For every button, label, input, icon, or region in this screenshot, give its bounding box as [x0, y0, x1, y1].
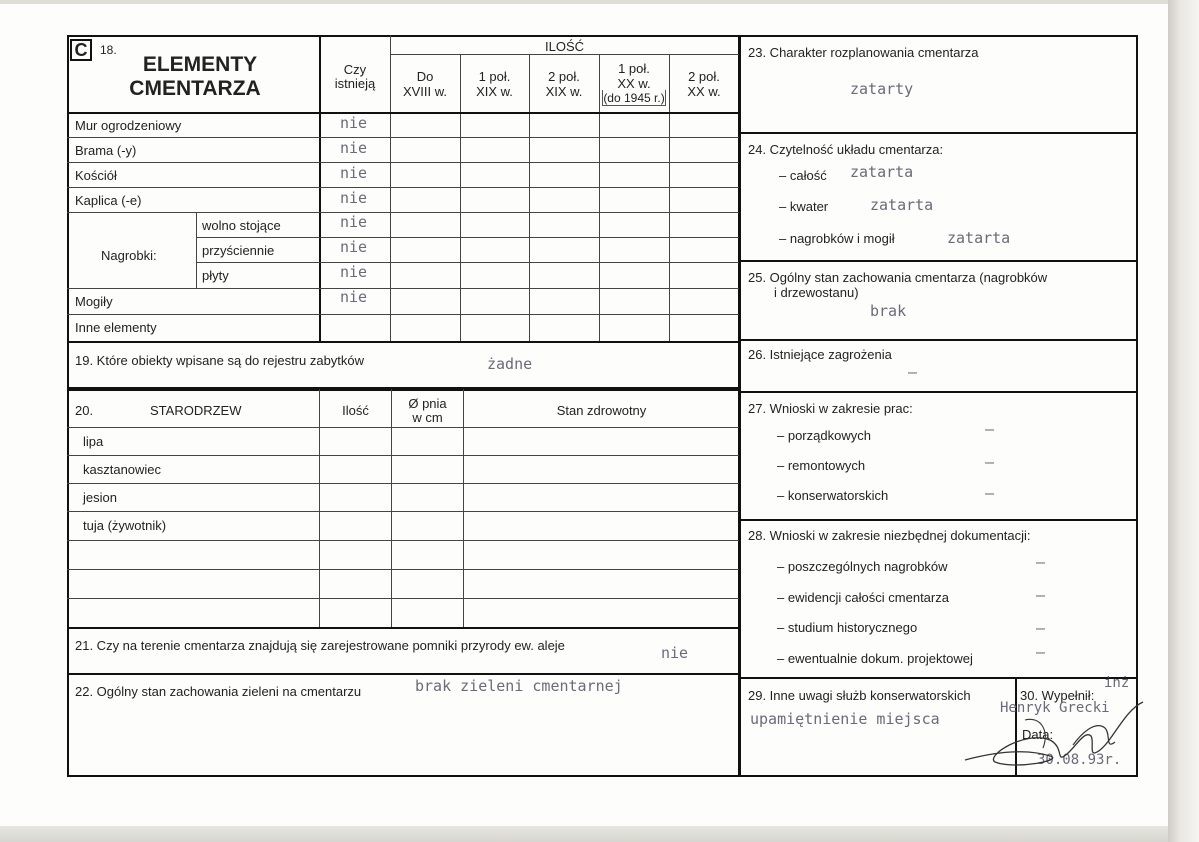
s26-label: 26. Istniejące zagrożenia [748, 347, 892, 362]
s20-hline-2 [67, 483, 739, 484]
s20-hline-5 [67, 569, 739, 570]
s18-hline-8 [67, 314, 739, 315]
section-20-box [67, 389, 740, 629]
row-wolno: wolno stojące [202, 218, 281, 233]
s24-item-2-value: zatarta [870, 196, 934, 214]
value-brama: nie [340, 139, 368, 157]
s24-item-1-label: – całość [779, 168, 827, 183]
s24-item-3-value: zatarta [947, 229, 1011, 247]
s20-title: STARODRZEW [150, 403, 242, 418]
s18-hline-3 [67, 187, 739, 188]
s20-hline-6 [67, 598, 739, 599]
s23-label: 23. Charakter rozplanowania cmentarza [748, 45, 979, 60]
s18-hline-4 [67, 212, 739, 213]
s22-label: 22. Ogólny stan zachowania zieleni na cmentarzu [75, 684, 362, 699]
value-kaplica: nie [340, 189, 368, 207]
s18-hline-head [67, 112, 739, 114]
s18-title-line1: ELEMENTY [142, 53, 258, 76]
top-scan-band [0, 0, 1168, 4]
s21-label: 21. Czy na terenie cmentarza znajdują się zarejestrowane pomniki przyrody ew. aleje [75, 638, 565, 653]
value-wolno: nie [340, 213, 368, 231]
s18-qty-header: ILOŚĆ [544, 39, 584, 54]
s30-label: 30. Wypełnił: [1020, 688, 1095, 703]
s20-col-diam-1: Ø pnia [408, 396, 447, 411]
s18-hline-1 [67, 137, 739, 138]
s30-date-label: Data: [1022, 727, 1054, 742]
s20-col-qty: Ilość [342, 403, 369, 418]
s20-hline-3 [67, 511, 739, 512]
s18-number: 18. [100, 43, 117, 57]
s18-col-exists-2: istnieją [334, 76, 376, 91]
value-mur: nie [340, 114, 368, 132]
s20-vline-c [463, 389, 464, 627]
s28-item-2-label: – ewidencji całości cmentarza [777, 590, 949, 605]
qty-col-5-a: 2 poł. [688, 69, 720, 84]
qty-col-4-a: 1 poł. [618, 61, 650, 76]
s29-value: upamiętnienie miejsca [750, 710, 940, 728]
s27-item-2-label: – remontowych [777, 458, 866, 473]
qty-col-1-b: XVIII w. [402, 84, 448, 99]
s29-label: 29. Inne uwagi służb konserwatorskich [748, 688, 971, 703]
tree-kasztanowiec: kasztanowiec [83, 462, 162, 477]
s24-item-2-label: – kwater [779, 199, 829, 214]
row-kosciol: Kościół [75, 168, 117, 183]
s20-hline-4 [67, 540, 739, 541]
s26-value: – [908, 363, 918, 381]
section-letter: C [70, 39, 92, 61]
s30-date: 30.08.93r. [1037, 752, 1122, 768]
s28-item-1-value: – [1036, 553, 1046, 571]
tree-tuja: tuja (żywotnik) [83, 518, 167, 533]
s24-item-3-label: – nagrobków i mogił [779, 231, 895, 246]
row-mur: Mur ogrodzeniowy [75, 118, 182, 133]
s28-item-3-value: – [1036, 619, 1046, 637]
qty-col-2-a: 1 poł. [478, 69, 511, 84]
s21-value: nie [661, 644, 689, 662]
qty-col-5-b: XX w. [687, 84, 721, 99]
row-nagrobki: Nagrobki: [101, 248, 157, 263]
qty-col-4-b: XX w. [617, 76, 651, 91]
s20-hline-1 [67, 455, 739, 456]
s19-label: 19. Które obiekty wpisane są do rejestru zabytków [75, 353, 365, 368]
tree-jesion: jesion [83, 490, 117, 505]
s28-item-3-label: – studium historycznego [777, 620, 918, 635]
value-mogily: nie [340, 288, 368, 306]
s27-item-2-value: – [985, 453, 995, 471]
s20-col-diam-2: w cm [412, 410, 443, 425]
s24-item-1-value: zatarta [850, 163, 914, 181]
s18-hline-7 [67, 288, 739, 289]
page-edge [1168, 0, 1199, 842]
s18-title-line2: CMENTARZA [129, 77, 261, 100]
row-inne: Inne elementy [75, 320, 157, 335]
s18-vline-graves [196, 212, 197, 288]
s25-line1: 25. Ogólny stan zachowania cmentarza (nagrobków [748, 270, 1048, 285]
s25-value: brak [870, 302, 907, 320]
value-plyty: nie [340, 263, 368, 281]
s28-item-4-value: – [1036, 643, 1046, 661]
s18-hline-2 [67, 162, 739, 163]
row-kaplica: Kaplica (-e) [75, 193, 142, 208]
s24-label: 24. Czytelność układu cmentarza: [748, 142, 944, 157]
s18-col-exists-1: Czy [343, 62, 367, 77]
qty-col-4-c: (do 1945 r.) [603, 91, 665, 105]
s18-hline-5 [196, 237, 739, 238]
s27-item-3-value: – [985, 484, 995, 502]
s30-name: Henryk Grecki [1000, 700, 1110, 716]
value-przyscienne: nie [340, 238, 368, 256]
s20-col-health: Stan zdrowotny [556, 403, 647, 418]
s20-vline-a [319, 389, 320, 627]
s22-value: brak zieleni cmentarnej [415, 677, 623, 695]
qty-col-4-bracket [602, 90, 666, 106]
value-kosciol: nie [340, 164, 368, 182]
s28-label: 28. Wnioski w zakresie niezbędnej dokumentacji: [748, 528, 1031, 543]
s28-item-4-label: – ewentualnie dokum. projektowej [777, 651, 973, 666]
s28-item-2-value: – [1036, 586, 1046, 604]
s27-label: 27. Wnioski w zakresie prac: [748, 401, 913, 416]
s18-hline-qty [390, 54, 739, 55]
row-przyscienne: przyściennie [202, 243, 275, 258]
row-brama: Brama (-y) [75, 143, 137, 158]
s23-value: zatarty [850, 80, 914, 98]
tree-lipa: lipa [83, 434, 104, 449]
s18-hline-6 [196, 262, 739, 263]
bottom-fold [0, 826, 1168, 842]
qty-col-3-a: 2 poł. [548, 69, 580, 84]
s30-title: inż [1104, 675, 1130, 691]
signature [955, 690, 1155, 780]
qty-col-2-b: XIX w. [476, 84, 513, 99]
s27-item-1-value: – [985, 420, 995, 438]
s27-item-1-label: – porządkowych [777, 428, 871, 443]
s28-item-1-label: – poszczególnych nagrobków [777, 559, 948, 574]
s25-line2: i drzewostanu) [774, 285, 859, 300]
qty-col-3-b: XIX w. [545, 84, 583, 99]
qty-col-1-a: Do [416, 69, 434, 84]
row-plyty: płyty [202, 268, 229, 283]
s20-hline-head [67, 427, 739, 428]
s27-item-3-label: – konserwatorskich [777, 488, 889, 503]
s19-value: żadne [487, 355, 533, 373]
row-mogily: Mogiły [75, 294, 113, 309]
s20-number: 20. [75, 403, 94, 418]
